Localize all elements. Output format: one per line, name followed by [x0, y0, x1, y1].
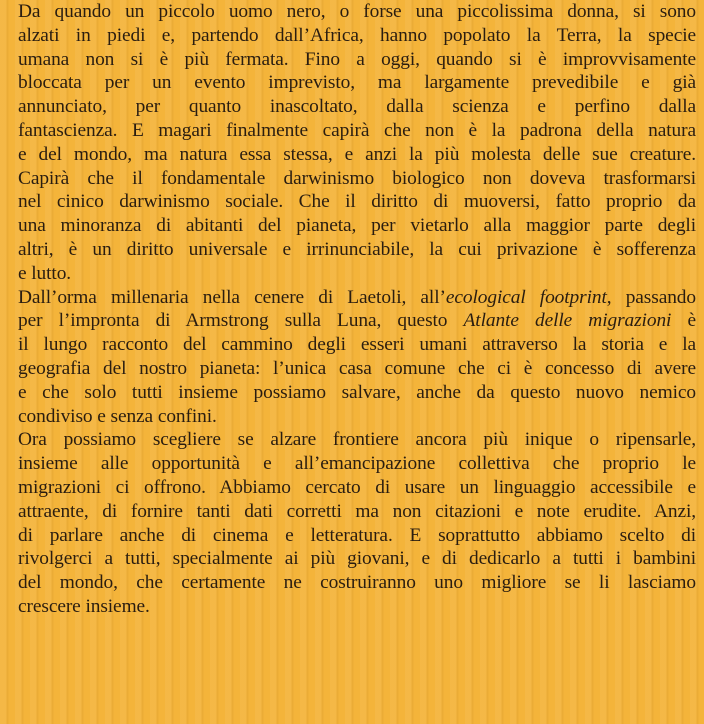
text-line: condiviso e senza confini.: [18, 405, 217, 427]
text-span: Dall’orma millenaria nella cenere di Laetoli, all’: [18, 286, 446, 308]
text-line: di parlare anche di cinema e letteratura. E soprattutto abbiamo scelto di: [18, 524, 696, 546]
text-span: , passando: [606, 286, 696, 308]
text-line: migrazioni ci offrono. Abbiamo cercato di usare un linguaggio accessibile e: [18, 476, 696, 498]
paragraph-1: [18, 0, 696, 167]
paragraph-4: [18, 428, 696, 618]
text-line: attraente, di fornire tanti dati corretti ma non citazioni e note erudite. Anzi,: [18, 500, 696, 522]
text-span: è: [671, 310, 696, 332]
italic-term-ecological-footprint: ecological footprint: [445, 286, 607, 308]
body-text: [18, 0, 696, 619]
text-line: e che solo tutti insieme possiamo salvare, anche da questo nuovo nemico: [18, 381, 696, 403]
text-line: rivolgerci a tutti, specialmente ai più giovani, e di dedicarlo a tutti i bambini: [18, 548, 696, 570]
text-line: del mondo, che certamente ne costruiranno uno migliore se li lasciamo: [18, 572, 696, 594]
text-line: geografia del nostro pianeta: l’unica casa comune che ci è concesso di avere: [18, 357, 696, 379]
paragraph-2: [18, 167, 696, 286]
text-line: una minoranza di abitanti del pianeta, per vietarlo alla maggior parte degli: [18, 215, 696, 237]
paragraph-3: [18, 286, 696, 429]
text-line: crescere insieme.: [18, 595, 150, 617]
text-line: Capirà che il fondamentale darwinismo biologico non doveva trasformarsi: [18, 167, 696, 189]
text-line: umana non si è più fermata. Fino a oggi, quando si è improvvisamente: [18, 48, 696, 70]
italic-title-atlante: Atlante delle migrazioni: [463, 310, 672, 332]
text-line: il lungo racconto del cammino degli esseri umani attraverso la storia e la: [18, 334, 696, 356]
text-line: Da quando un piccolo uomo nero, o forse una piccolissima donna, si sono: [18, 1, 696, 22]
text-line: [18, 286, 696, 310]
text-line: nel cinico darwinismo sociale. Che il diritto di muoversi, fatto proprio da: [18, 191, 696, 213]
text-line: Ora possiamo scegliere se alzare frontiere ancora più inique o ripensarle,: [18, 429, 696, 451]
text-span: per l’impronta di Armstrong sulla Luna, questo: [18, 310, 464, 332]
text-line: insieme alle opportunità e all’emancipazione collettiva che proprio le: [18, 453, 696, 475]
text-line: e del mondo, ma natura essa stessa, e anzi la più molesta delle sue creature.: [18, 143, 696, 165]
text-line: annunciato, per quanto inascoltato, dalla scienza e perfino dalla: [18, 96, 696, 118]
text-line: e lutto.: [18, 262, 72, 284]
text-line: bloccata per un evento imprevisto, ma largamente prevedibile e già: [18, 72, 696, 94]
text-line: fantascienza. E magari finalmente capirà che non è la padrona della natura: [18, 119, 696, 141]
text-line: alzati in piedi e, partendo dall’Africa, hanno popolato la Terra, la specie: [18, 24, 696, 46]
text-line: [18, 309, 696, 333]
text-line: altri, è un diritto universale e irrinunciabile, la cui privazione è sofferenza: [18, 238, 696, 260]
